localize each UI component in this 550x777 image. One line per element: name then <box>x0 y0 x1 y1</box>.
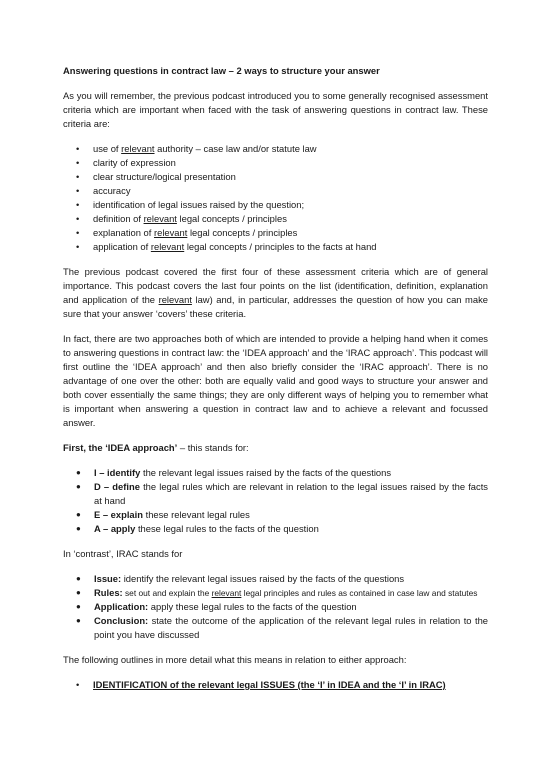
irac-list <box>63 572 488 642</box>
list-item: ● A – apply these legal rules to the facts of the question <box>63 522 488 536</box>
list-item: • use of relevant authority – case law and/or statute law <box>63 142 488 156</box>
coverage-paragraph: The previous podcast covered the first four of these assessment criteria which are of general importance. This podcast covers the last four points on the list (identification, definition, explanation and application of the relevant law) and, in particular, addresses the question of how you can make sure that your answer ‘covers’ these criteria. <box>63 266 488 319</box>
list-item: • explanation of relevant legal concepts / principles <box>63 226 488 240</box>
idea-list <box>63 466 488 536</box>
list-item: ● I – identify the relevant legal issues raised by the facts of the questions <box>63 466 488 480</box>
criteria-list <box>63 142 488 254</box>
irac-heading: In ‘contrast’, IRAC stands for <box>63 548 183 559</box>
list-item: ● Application: apply these legal rules to the facts of the question <box>63 600 488 614</box>
document-title: Answering questions in contract law – 2 ways to structure your answer <box>63 65 380 76</box>
list-item: • application of relevant legal concepts / principles to the facts at hand <box>63 240 488 254</box>
approaches-paragraph: In fact, there are two approaches both of which are intended to provide a helping hand when it comes to answering questions in contract law: the ‘IDEA approach’ and the ‘IRAC approach’. This podcast will first outline the ‘IDEA approach’ and then also briefly consider the ‘IRAC approach’. There is no advantage of one over the other: both are equally valid and good ways to structure your answer and both cover essentially the same things; they are only different ways of helping you to remember what is important when answering a question in contract law and to achieve a relevant and focussed answer. <box>63 333 488 428</box>
list-item: • clarity of expression <box>63 156 488 170</box>
list-item: • identification of legal issues raised by the question; <box>63 198 488 212</box>
list-item: ● E – explain these relevant legal rules <box>63 508 488 522</box>
list-item: • clear structure/logical presentation <box>63 170 488 184</box>
list-item: ● Issue: identify the relevant legal issues raised by the facts of the questions <box>63 572 488 586</box>
list-item: • definition of relevant legal concepts / principles <box>63 212 488 226</box>
list-item: ● Conclusion: state the outcome of the application of the relevant legal rules in relation to the point you have discussed <box>63 614 488 642</box>
intro-paragraph: As you will remember, the previous podcast introduced you to some generally recognised assessment criteria which are important when faced with the task of answering questions in contract law. These criteria are: <box>63 90 488 129</box>
list-item: • accuracy <box>63 184 488 198</box>
list-item: • IDENTIFICATION of the relevant legal ISSUES (the ‘I’ in IDEA and the ‘I’ in IRAC) <box>63 678 488 692</box>
idea-heading: First, the ‘IDEA approach’ – this stands for: <box>63 442 249 453</box>
list-item: ● Rules: set out and explain the relevant legal principles and rules as contained in case law and statutes <box>63 586 488 600</box>
final-list <box>63 678 488 692</box>
list-item: ● D – define the legal rules which are relevant in relation to the legal issues raised by the facts at hand <box>63 480 488 508</box>
outline-paragraph: The following outlines in more detail what this means in relation to either approach: <box>63 654 407 665</box>
